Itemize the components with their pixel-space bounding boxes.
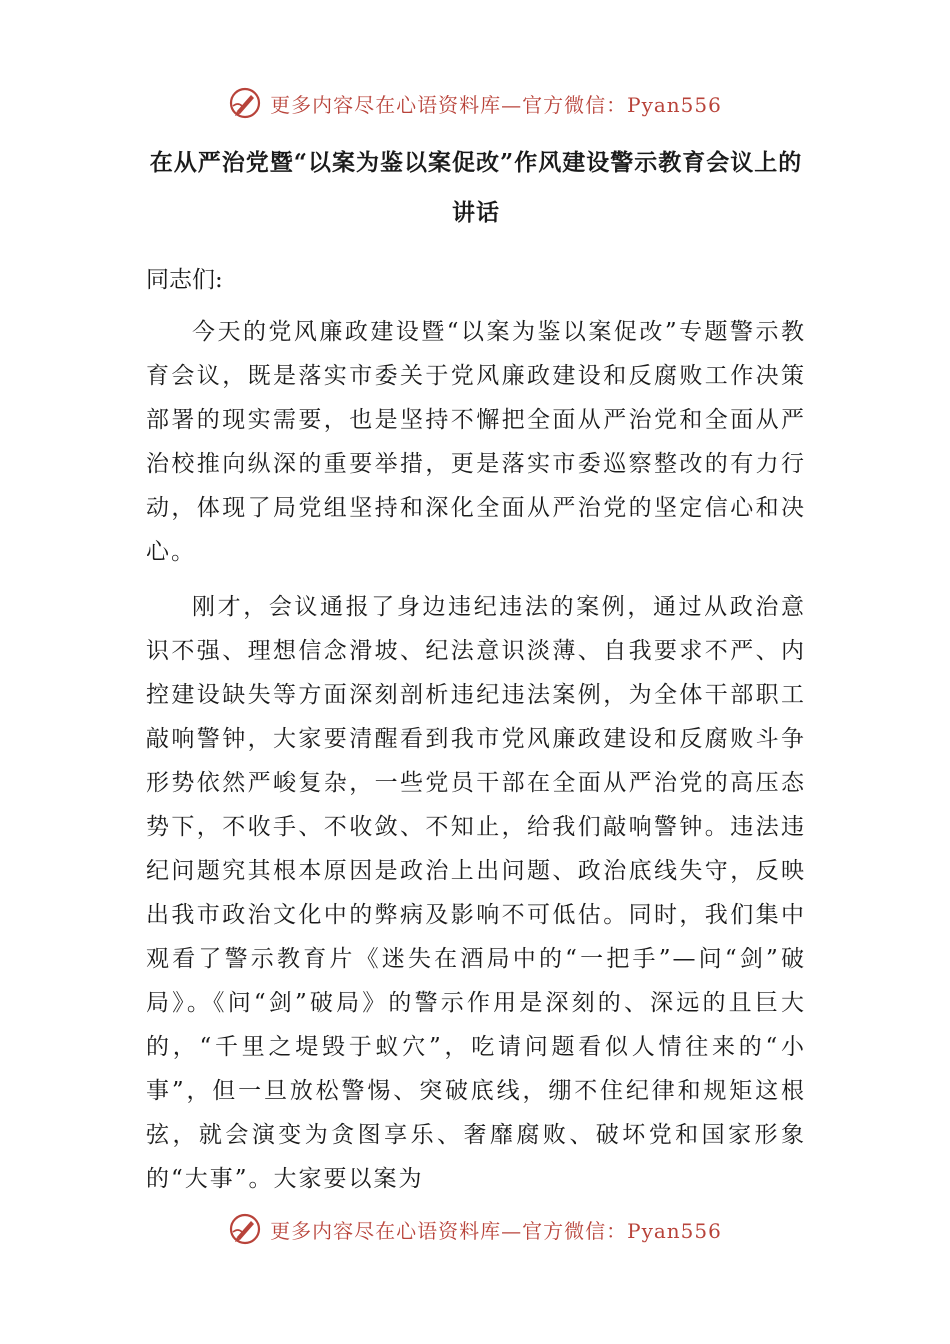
header-watermark-text: 更多内容尽在心语资料库—官方微信：Pyan556 [270, 92, 722, 117]
paragraph: 刚才，会议通报了身边违纪违法的案例，通过从政治意识不强、理想信念滑坡、纪法意识淡薄、自我要求不严、内控建设缺失等方面深刻剖析违纪违法案例，为全体干部职工敲响警钟，大家要清醒看到我市党风廉政建设和反腐败斗争形势依然严峻复杂，一些党员干部在全面从严治党的高压态势下，不收手、不收敛、不知止，给我们敲响警钟。违法违纪问题究其根本原因是政治上出问题、政治底线失守，反映出我市政治文化中的弊病及影响不可低估。同时，我们集中观看了警示教育片《迷失在酒局中的“一把手”—问“剑”破局》。《问“剑”破局》的警示作用是深刻的、深远的且巨大的，“千里之堤毁于蚁穴”，吃请问题看似人情往来的“小事”，但一旦放松警惕、突破底线，绷不住纪律和规矩这根弦，就会演变为贪图享乐、奢靡腐败、破坏党和国家形象的“大事”。大家要以案为 [146, 594, 806, 1192]
document-body [146, 138, 806, 1212]
footer-watermark-text: 更多内容尽在心语资料库—官方微信：Pyan556 [270, 1218, 722, 1243]
salutation: 同志们: [146, 267, 223, 293]
pen-logo-icon [228, 86, 262, 120]
pen-logo-icon [228, 1212, 262, 1246]
document-title: 在从严治党暨“以案为鉴以案促改”作风建设警示教育会议上的讲话 [149, 149, 803, 226]
paragraph: 今天的党风廉政建设暨“以案为鉴以案促改”专题警示教育会议，既是落实市委关于党风廉政建设和反腐败工作决策部署的现实需要，也是坚持不懈把全面从严治党和全面从严治校推向纵深的重要举措，更是落实市委巡察整改的有力行动，体现了局党组坚持和深化全面从严治党的坚定信心和决心。 [146, 319, 806, 565]
header-watermark [0, 83, 950, 123]
footer-watermark [0, 1209, 950, 1249]
